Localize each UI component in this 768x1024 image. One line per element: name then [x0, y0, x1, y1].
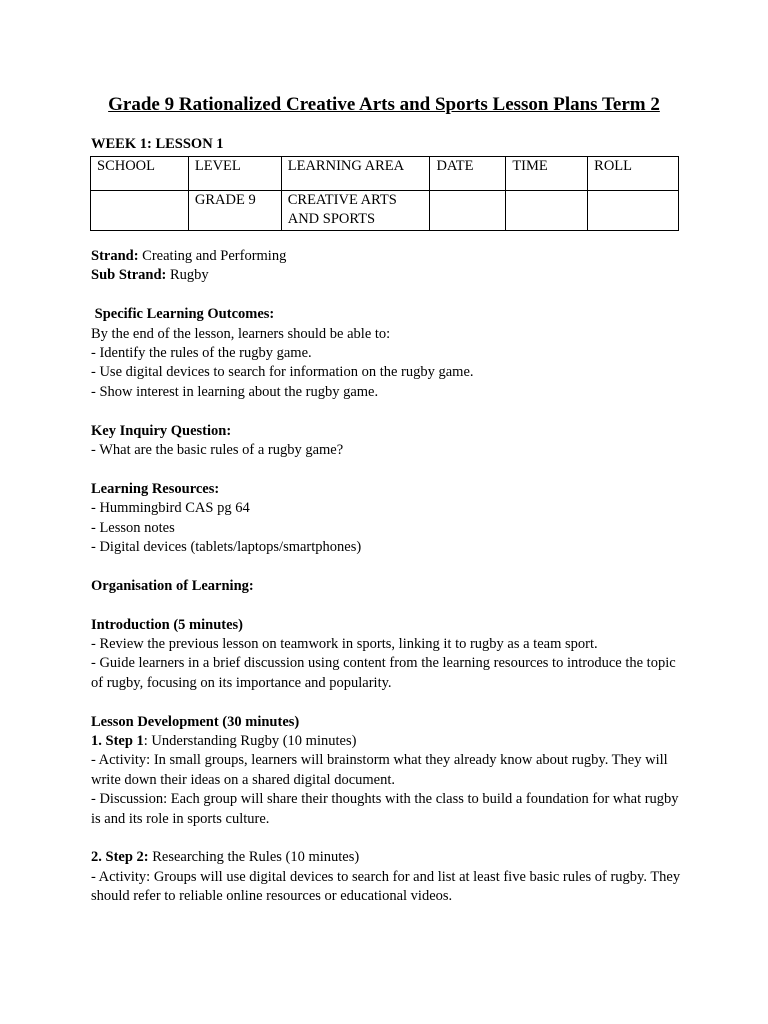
introduction-heading-line: [91, 616, 681, 635]
strand-line: [91, 247, 681, 266]
list-item: - Use digital devices to search for information on the rugby game.: [91, 364, 474, 381]
outcomes-intro: By the end of the lesson, learners should be able to:: [91, 325, 391, 342]
step1-text: : Understanding Rugby (10 minutes): [143, 733, 357, 750]
outcomes-heading: Specific Learning Outcomes:: [94, 306, 275, 323]
sub-strand-label: Sub Strand:: [91, 267, 167, 284]
strand-label: Strand:: [91, 248, 139, 264]
step1-line: [91, 732, 681, 751]
strand-value: Creating and Performing: [142, 248, 287, 264]
page-title: Grade 9 Rationalized Creative Arts and Sports Lesson Plans Term 2: [108, 94, 660, 115]
table-header-cell: ROLL: [588, 157, 679, 191]
table-cell-learning-area: CREATIVE ARTS AND SPORTS: [281, 191, 430, 231]
table-cell-level: GRADE 9: [188, 191, 281, 231]
table-header-cell: TIME: [506, 157, 588, 191]
list-item: - What are the basic rules of a rugby game?: [91, 442, 344, 459]
table-cell-date: [430, 191, 506, 231]
lesson-body: [91, 247, 681, 907]
development-heading: Lesson Development (30 minutes): [91, 713, 300, 730]
list-item: - Discussion: Each group will share their thoughts with the class to build a foundation for what rugby is and its role in sports culture.: [91, 791, 679, 827]
week-lesson-label: WEEK 1: LESSON 1: [91, 136, 224, 152]
table-cell-roll: [588, 191, 679, 231]
development-heading-line: [91, 713, 681, 732]
step2-text: Researching the Rules (10 minutes): [148, 849, 360, 866]
inquiry-heading: Key Inquiry Question:: [91, 422, 232, 439]
table-header-row: [91, 157, 679, 191]
step2-line: [91, 848, 681, 867]
list-item: - Activity: In small groups, learners will brainstorm what they already know about rugby. They will write down their ideas on a shared digital document.: [91, 752, 668, 788]
inquiry-heading-line: [91, 422, 681, 441]
list-item: - Hummingbird CAS pg 64: [91, 500, 250, 517]
resources-heading-line: [91, 480, 681, 499]
sub-strand-line: [91, 266, 681, 285]
introduction-heading: Introduction (5 minutes): [91, 616, 243, 633]
organisation-heading-line: [91, 577, 681, 596]
list-item: - Guide learners in a brief discussion using content from the learning resources to introduce the topic of rugby, focusing on its importance and popularity.: [91, 655, 676, 691]
list-item: - Identify the rules of the rugby game.: [91, 345, 312, 362]
lesson-info-table: [90, 156, 679, 231]
table-row: [91, 191, 679, 231]
outcomes-heading-line: [91, 305, 681, 324]
list-item: - Digital devices (tablets/laptops/smartphones): [91, 539, 362, 556]
list-item: - Lesson notes: [91, 519, 175, 536]
list-item: - Review the previous lesson on teamwork in sports, linking it to rugby as a team sport.: [91, 636, 598, 653]
table-cell-time: [506, 191, 588, 231]
resources-heading: Learning Resources:: [91, 480, 220, 497]
step2-label: 2. Step 2:: [91, 849, 149, 866]
sub-strand-value: Rugby: [169, 267, 209, 284]
table-header-cell: DATE: [430, 157, 506, 191]
table-header-cell: LEVEL: [188, 157, 281, 191]
list-item: - Activity: Groups will use digital devices to search for and list at least five basic rules of rugby. They should refer to reliable online resources or educational videos.: [91, 868, 681, 905]
table-header-cell: SCHOOL: [91, 157, 189, 191]
step1-label: 1. Step 1: [91, 733, 144, 750]
table-cell-school: [91, 191, 189, 231]
list-item: - Show interest in learning about the rugby game.: [91, 383, 379, 400]
organisation-heading: Organisation of Learning:: [91, 577, 254, 594]
table-header-cell: LEARNING AREA: [281, 157, 430, 191]
